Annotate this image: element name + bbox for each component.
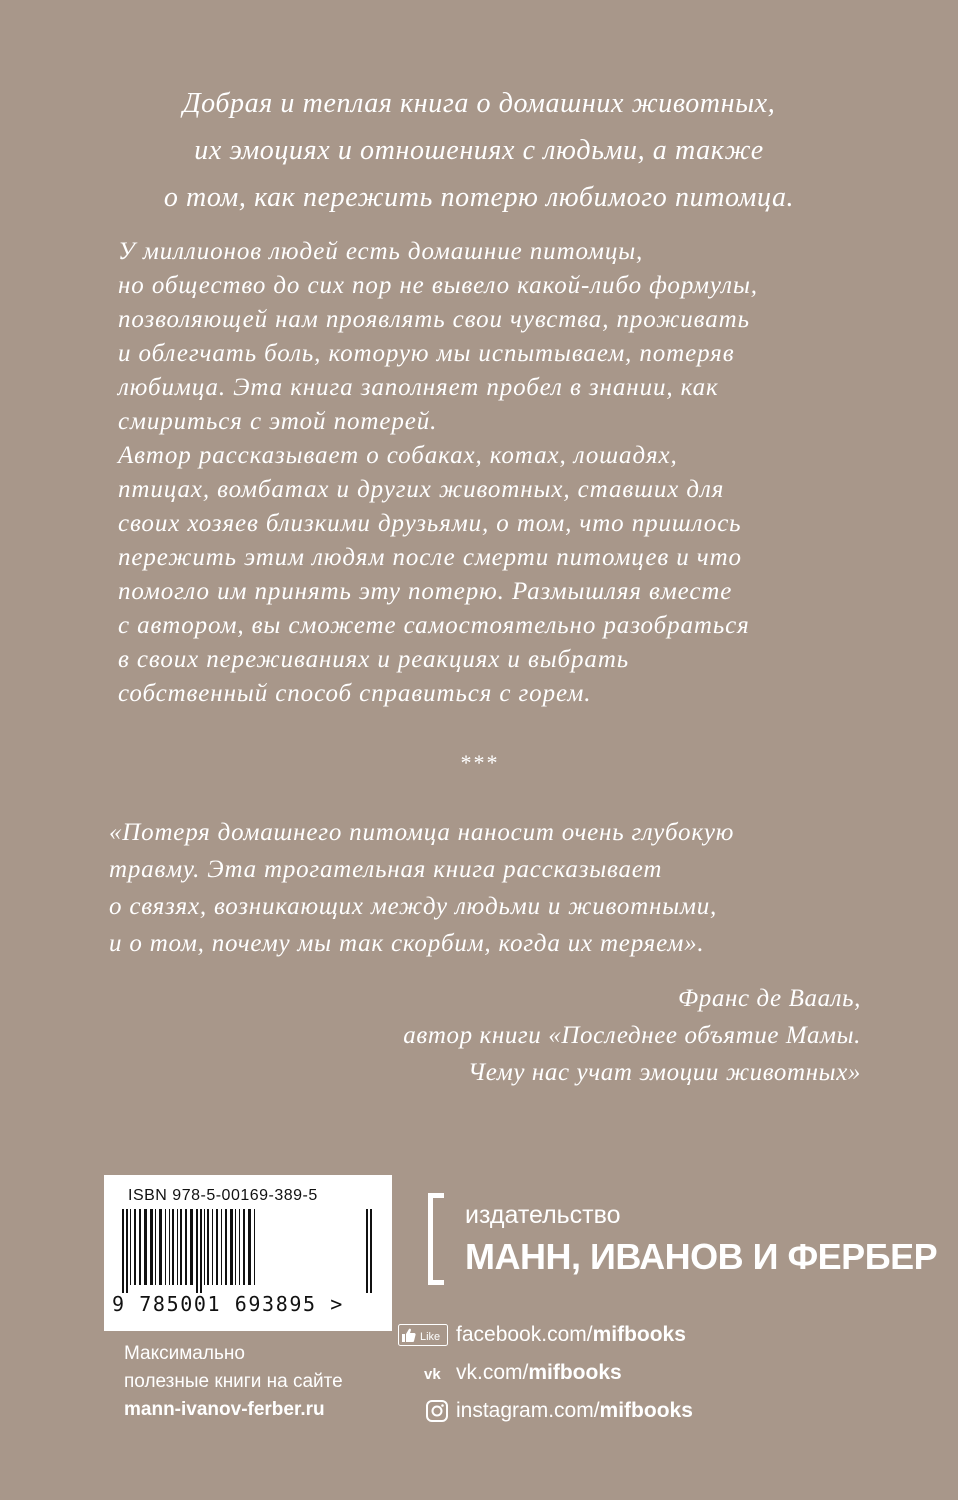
barcode-bar: [126, 1209, 128, 1293]
barcode-bar: [190, 1209, 193, 1285]
barcode-bar: [243, 1209, 245, 1285]
barcode-bar: [204, 1209, 205, 1285]
svg-text:vk: vk: [424, 1366, 441, 1383]
barcode-bar: [216, 1209, 218, 1285]
barcode-bar: [235, 1209, 236, 1285]
barcode-bar: [134, 1209, 136, 1285]
social-link-instagram[interactable]: instagram.com/mifbooks: [398, 1392, 693, 1430]
barcode-bar: [122, 1209, 124, 1293]
ean-digits: 9 785001 693895 >: [112, 1292, 344, 1316]
isbn-number: ISBN 978-5-00169-389-5: [128, 1187, 318, 1204]
barcode-bar: [180, 1209, 182, 1285]
facebook-like-icon: [398, 1324, 456, 1346]
barcode-bar: [159, 1209, 162, 1285]
barcode-bar: [200, 1209, 202, 1293]
isbn-barcode: [104, 1175, 392, 1331]
svg-text:Like: Like: [420, 1331, 441, 1343]
barcode-bar: [185, 1209, 187, 1285]
section-separator: ***: [459, 750, 499, 775]
barcode-bar: [225, 1209, 227, 1285]
social-link-vk[interactable]: vk vk.com/mifbooks: [398, 1354, 693, 1392]
barcode-bar: [165, 1209, 166, 1285]
barcode-bar: [230, 1209, 233, 1285]
publisher-name: МАНН, ИВАНОВ И ФЕРБЕР: [465, 1236, 938, 1277]
barcode-bar: [366, 1209, 368, 1293]
barcode-bar: [212, 1209, 213, 1285]
review-quote: «Потеря домашнего питомца наносит очень глубокую травму. Эта трогательная книга рассказывает о связях, возникающих между людьми и животными, и о том, почему мы так скорбим, когда их теряем».: [109, 819, 735, 957]
quote-attribution: Франс де Вааль, автор книги «Последнее объятие Мамы. Чему нас учат эмоции животных»: [403, 985, 861, 1086]
publisher-label: издательство: [465, 1201, 621, 1229]
barcode-bar: [177, 1209, 178, 1285]
barcode-bar: [155, 1209, 156, 1285]
barcode-bar: [169, 1209, 170, 1285]
barcode-bar: [239, 1209, 240, 1285]
social-link-facebook[interactable]: Like facebook.com/mifbooks: [398, 1316, 693, 1354]
publisher-website-link[interactable]: mann-ivanov-ferber.ru: [124, 1399, 325, 1420]
publisher-site-note: Максимально полезные книги на сайте mann-ivanov-ferber.ru: [124, 1340, 343, 1424]
barcode-bar: [196, 1209, 198, 1293]
barcode-bars: [122, 1209, 374, 1293]
barcode-bar: [144, 1209, 147, 1285]
lead-paragraph: Добрая и теплая книга о домашних животных, их эмоциях и отношениях с людьми, а также о том, как пережить потерю любимого питомца.: [163, 88, 795, 213]
barcode-bar: [139, 1209, 141, 1285]
barcode-bar: [248, 1209, 251, 1285]
barcode-bar: [150, 1209, 153, 1285]
barcode-bar: [172, 1209, 174, 1285]
barcode-bar: [254, 1209, 255, 1285]
instagram-icon: [398, 1400, 456, 1422]
social-links: [398, 1316, 693, 1430]
barcode-bar: [130, 1209, 131, 1285]
barcode-bar: [221, 1209, 222, 1285]
barcode-bar: [207, 1209, 209, 1285]
barcode-bar: [370, 1209, 372, 1293]
vk-icon: [398, 1362, 456, 1384]
publisher-bracket-logo: [428, 1193, 444, 1285]
description-paragraph: У миллионов людей есть домашние питомцы, но общество до сих пор не вывело какой-либо формулы, позволяющей нам проявлять свои чувства, проживать и облегчать боль, которую мы испытываем, потеряв любимца. Эта книга заполняет пробел в знании, как смириться с этой потерей. Автор рассказывает о собаках, котах, лошадях, птицах, вомбатах и других животных, ставших для своих хозяев близкими друзьями, о том, что пришлось пережить этим людям после смерти питомцев и что помогло им принять эту потерю. Размышляя вместе с автором, вы сможете самостоятельно разобраться в своих переживаниях и реакциях и выбрать собственный способ справиться с горем.: [118, 238, 758, 707]
